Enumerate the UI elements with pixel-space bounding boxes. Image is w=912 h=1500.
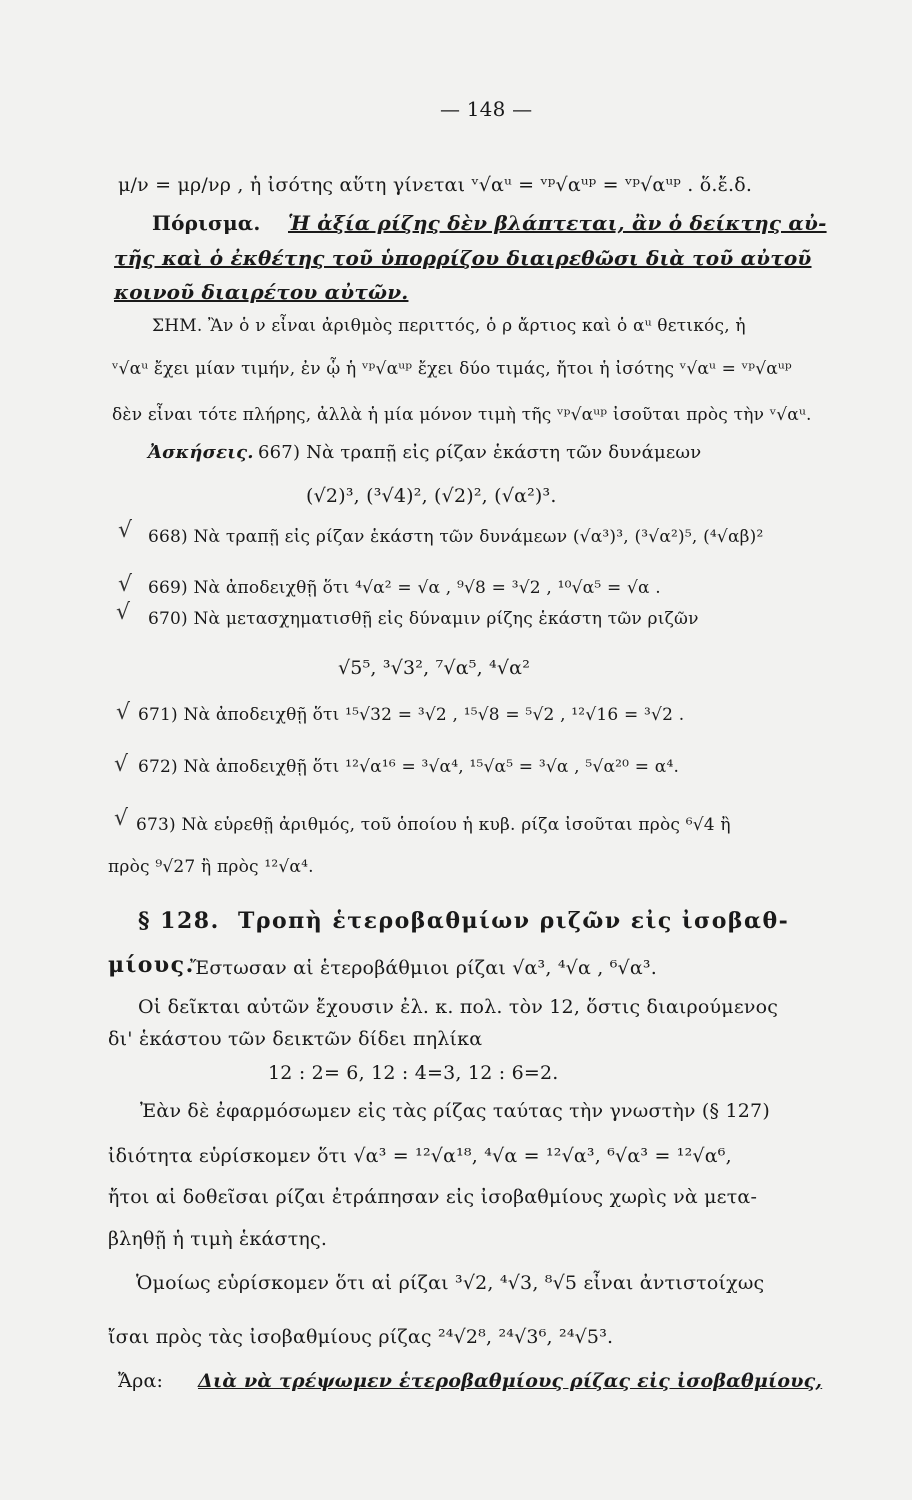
note-line: ᵛ√αᵘ ἔχει μίαν τιμήν, ἐν ᾧ ἡ ᵛᵖ√αᵘᵖ ἔχει δύο τιμάς, ἤτοι ἡ ἰσότης ᵛ√αᵘ = ᵛᵖ√αᵘᵖ [112, 359, 792, 379]
corollary-label: Πόρισμα. [152, 211, 261, 235]
check-mark: √ [118, 518, 133, 543]
exercise-line: 673) Νὰ εὑρεθῇ ἀριθμός, τοῦ ὁποίου ἡ κυβ. ρίζα ἰσοῦται πρὸς ⁶√4 ἢ [136, 815, 731, 835]
formula-line: √5⁵, ³√3², ⁷√α⁵, ⁴√α² [338, 657, 531, 679]
exercise-line: 667) Νὰ τραπῇ εἰς ρίζαν ἑκάστη τῶν δυνάμεων [258, 442, 702, 463]
check-mark: √ [116, 700, 131, 725]
section-title: Τροπὴ ἑτεροβαθμίων ριζῶν εἰς ἰσοβαθ- [238, 908, 790, 934]
exercise-line: 669) Νὰ ἀποδειχθῇ ὅτι ⁴√α² = √α , ⁹√8 = ³√2 , ¹⁰√α⁵ = √α . [148, 578, 661, 598]
exercise-line: 672) Νὰ ἀποδειχθῇ ὅτι ¹²√α¹⁶ = ³√α⁴, ¹⁵√α⁵ = ³√α , ⁵√α²⁰ = α⁴. [138, 757, 680, 777]
check-mark: √ [118, 572, 133, 597]
corollary-text: Ἡ ἀξία ρίζης δὲν βλάπτεται, ἂν ὁ δείκτης αὐ- [288, 211, 827, 235]
check-mark: √ [114, 806, 129, 831]
section-number: § 128. [138, 908, 220, 934]
body-line: Ἐὰν δὲ ἐφαρμόσωμεν εἰς τὰς ρίζας ταύτας τὴν γνωστὴν (§ 127) [140, 1100, 770, 1122]
body-line: Οἱ δεῖκται αὐτῶν ἔχουσιν ἐλ. κ. πολ. τὸν 12, ὅστις διαιρούμενος [138, 996, 779, 1018]
body-line: δι' ἑκάστου τῶν δεικτῶν δίδει πηλίκα [108, 1028, 483, 1050]
section-title: μίους. [108, 952, 195, 978]
body-line: ἤτοι αἱ δοθεῖσαι ρίζαι ἐτράπησαν εἰς ἰσοβαθμίους χωρὶς νὰ μετα- [108, 1186, 758, 1208]
corollary-text: κοινοῦ διαιρέτου αὐτῶν. [114, 280, 409, 304]
note-line: ΣΗΜ. Ἂν ὁ ν εἶναι ἀριθμὸς περιττός, ὁ ρ ἄρτιος καὶ ὁ αᵘ θετικός, ἡ [152, 316, 746, 336]
exercise-line: 668) Νὰ τραπῇ εἰς ρίζαν ἑκάστη τῶν δυνάμεων (√α³)³, (³√α²)⁵, (⁴√αβ)² [148, 527, 764, 547]
check-mark: √ [116, 600, 131, 625]
page-number: — 148 — [440, 97, 533, 121]
formula-line: (√2)³, (³√4)², (√2)², (√α²)³. [306, 485, 557, 507]
body-line: ἴσαι πρὸς τὰς ἰσοβαθμίους ρίζας ²⁴√2⁸, ²⁴√3⁶, ²⁴√5³. [108, 1326, 614, 1348]
body-line: Ἔστωσαν αἱ ἑτεροβάθμιοι ρίζαι √α³, ⁴√α , ⁶√α³. [190, 957, 657, 979]
exercise-line: 670) Νὰ μετασχηματισθῇ εἰς δύναμιν ρίζης ἑκάστη τῶν ριζῶν [148, 609, 699, 629]
conclusion-text: Διὰ νὰ τρέψωμεν ἑτεροβαθμίους ρίζας εἰς ἰσοβαθμίους, [198, 1370, 823, 1392]
formula-line: 12 : 2= 6, 12 : 4=3, 12 : 6=2. [268, 1062, 559, 1084]
corollary-text: τῆς καὶ ὁ ἐκθέτης τοῦ ὑπορρίζου διαιρεθῶσι διὰ τοῦ αὐτοῦ [114, 246, 812, 270]
body-line: βληθῇ ἡ τιμὴ ἑκάστης. [108, 1228, 328, 1250]
exercises-label: Ἀσκήσεις. [148, 442, 254, 463]
check-mark: √ [114, 752, 129, 777]
text-line: μ/ν = μρ/νρ , ἡ ἰσότης αὕτη γίνεται ᵛ√αᵘ = ᵛᵖ√αᵘᵖ = ᵛᵖ√αᵘᵖ . ὅ.ἔ.δ. [118, 174, 753, 196]
exercise-line: πρὸς ⁹√27 ἢ πρὸς ¹²√α⁴. [108, 857, 314, 877]
note-line: δὲν εἶναι τότε πλήρης, ἀλλὰ ἡ μία μόνον τιμὴ τῆς ᵛᵖ√αᵘᵖ ἰσοῦται πρὸς τὴν ᵛ√αᵘ. [112, 405, 812, 425]
exercise-line: 671) Νὰ ἀποδειχθῇ ὅτι ¹⁵√32 = ³√2 , ¹⁵√8 = ⁵√2 , ¹²√16 = ³√2 . [138, 705, 685, 725]
body-line: Ὁμοίως εὑρίσκομεν ὅτι αἱ ρίζαι ³√2, ⁴√3, ⁸√5 εἶναι ἀντιστοίχως [136, 1272, 765, 1294]
body-line: ἰδιότητα εὑρίσκομεν ὅτι √α³ = ¹²√α¹⁸, ⁴√α = ¹²√α³, ⁶√α³ = ¹²√α⁶, [108, 1145, 732, 1167]
conclusion-label: Ἄρα: [118, 1370, 164, 1392]
